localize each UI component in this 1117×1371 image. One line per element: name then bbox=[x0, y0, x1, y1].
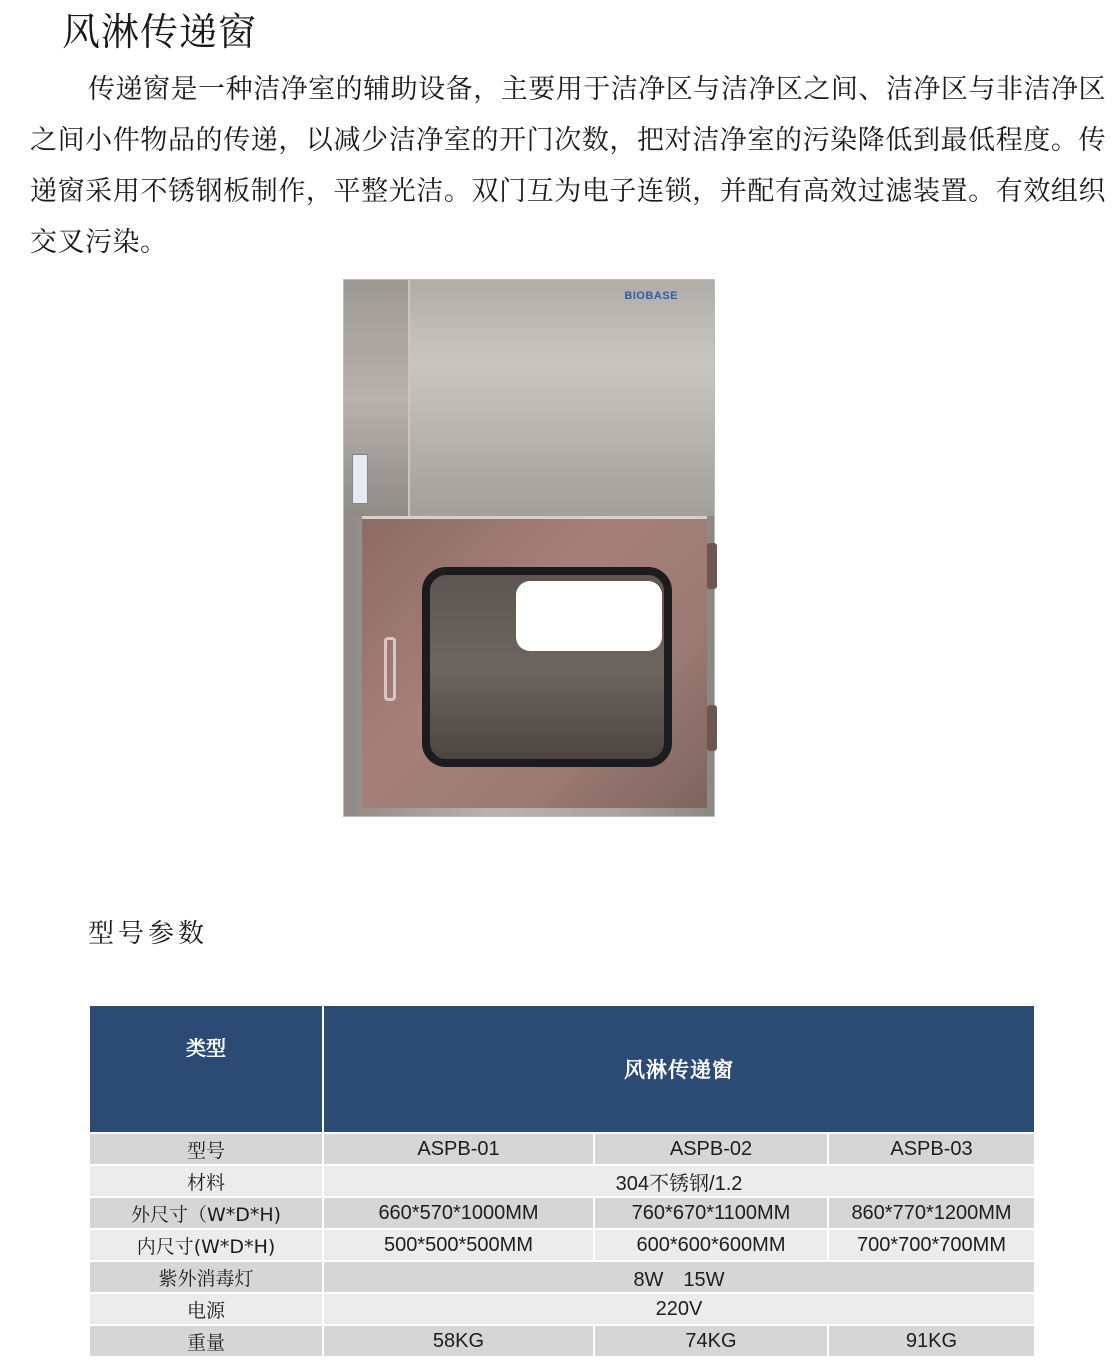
row-label-model: 型号 bbox=[89, 1133, 323, 1165]
door-window bbox=[422, 567, 672, 767]
table-row bbox=[89, 1229, 1035, 1261]
model-value: ASPB-02 bbox=[594, 1133, 828, 1165]
material-value: 304不锈钢/1.2 bbox=[323, 1165, 1035, 1197]
inner-size-value: 600*600*600MM bbox=[594, 1229, 828, 1261]
intro-paragraph: 传递窗是一种洁净室的辅助设备，主要用于洁净区与洁净区之间、洁净区与非洁净区之间小件物品的传递，以减少洁净室的开门次数，把对洁净室的污染降低到最低程度。传递窗采用不锈钢板制作，平整光洁。双门互为电子连锁，并配有高效过滤装置。有效组织交叉污染。 bbox=[30, 74, 1106, 258]
table-row bbox=[89, 1165, 1035, 1197]
indicator-panel bbox=[352, 454, 368, 504]
window-light bbox=[516, 581, 662, 651]
outer-size-value: 660*570*1000MM bbox=[323, 1197, 594, 1229]
inner-size-value: 700*700*700MM bbox=[828, 1229, 1035, 1261]
outer-size-value: 860*770*1200MM bbox=[828, 1197, 1035, 1229]
table-row bbox=[89, 1325, 1035, 1357]
inner-size-value: 500*500*500MM bbox=[323, 1229, 594, 1261]
page-title: 风淋传递窗 bbox=[62, 10, 258, 54]
weight-value: 58KG bbox=[323, 1325, 594, 1357]
table-row bbox=[89, 1133, 1035, 1165]
weight-value: 91KG bbox=[828, 1325, 1035, 1357]
weight-value: 74KG bbox=[594, 1325, 828, 1357]
table-header-row bbox=[89, 1005, 1035, 1133]
door-handle-icon bbox=[384, 637, 396, 701]
uv-lamp-value: 8W 15W bbox=[323, 1261, 1035, 1293]
type-header: 类型 bbox=[89, 1005, 323, 1133]
table-row bbox=[89, 1197, 1035, 1229]
section-title: 型号参数 bbox=[88, 919, 209, 949]
spec-table bbox=[88, 1004, 1036, 1358]
row-label-material: 材料 bbox=[89, 1165, 323, 1197]
row-label-outer-size: 外尺寸（W*D*H) bbox=[89, 1197, 323, 1229]
hinge-icon bbox=[707, 543, 717, 589]
product-photo bbox=[343, 279, 715, 817]
row-label-uv-lamp: 紫外消毒灯 bbox=[89, 1261, 323, 1293]
brand-logo: BIOBASE bbox=[624, 290, 678, 302]
outer-size-value: 760*670*1100MM bbox=[594, 1197, 828, 1229]
table-row bbox=[89, 1261, 1035, 1293]
power-value: 220V bbox=[323, 1293, 1035, 1325]
row-label-power: 电源 bbox=[89, 1293, 323, 1325]
hinge-icon bbox=[707, 705, 717, 751]
row-label-weight: 重量 bbox=[89, 1325, 323, 1357]
product-name-header: 风淋传递窗 bbox=[323, 1005, 1035, 1133]
row-label-inner-size: 内尺寸(W*D*H) bbox=[89, 1229, 323, 1261]
photo-door bbox=[362, 516, 707, 808]
model-value: ASPB-01 bbox=[323, 1133, 594, 1165]
table-row bbox=[89, 1293, 1035, 1325]
model-value: ASPB-03 bbox=[828, 1133, 1035, 1165]
